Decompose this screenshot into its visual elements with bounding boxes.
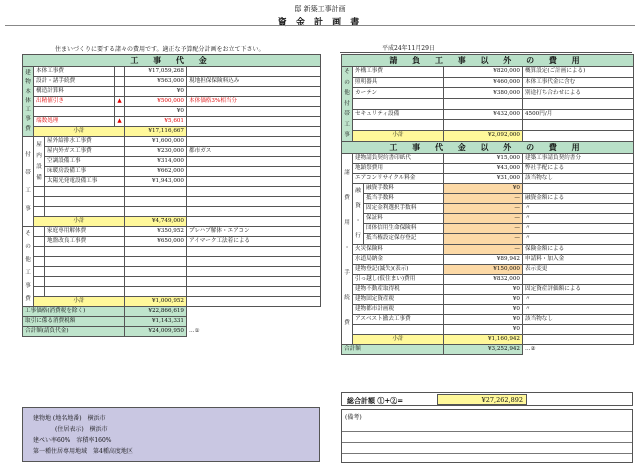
minus-mark: ▲ xyxy=(115,97,125,107)
table-row xyxy=(23,187,321,197)
item-amount: ¥0 xyxy=(444,314,523,324)
item-name: 保証料 xyxy=(364,213,444,223)
item-name: セキュリティ設備 xyxy=(353,109,444,120)
item-note: 該当物なし xyxy=(523,314,634,324)
table-row xyxy=(342,193,634,203)
item-amount: ¥0 xyxy=(444,324,523,334)
item-amount: ¥1,600,000 xyxy=(125,137,187,147)
category-label: 付 帯 工 事 xyxy=(23,137,34,227)
item-amount: ¥89,942 xyxy=(444,254,523,264)
item-note xyxy=(523,324,634,334)
item-note xyxy=(187,177,321,187)
total-row xyxy=(342,344,634,354)
total-row xyxy=(23,327,321,337)
item-name xyxy=(45,277,125,287)
table-row xyxy=(342,109,634,120)
page-title: 資 金 計 画 書 xyxy=(277,18,363,28)
item-name: 抵当権設定保存登記 xyxy=(364,234,444,244)
item-note: 〃 xyxy=(523,213,634,223)
table-row xyxy=(342,264,634,274)
item-note: 概算設定(ご計画による) xyxy=(523,67,634,78)
item-note: プレハブ解体・エアコン xyxy=(187,227,321,237)
table-row xyxy=(342,98,634,109)
site-ratio: 建ぺい率60% 容積率160% xyxy=(33,437,112,444)
subtotal-row xyxy=(23,127,321,137)
section-heading xyxy=(342,55,634,67)
item-note xyxy=(187,107,321,117)
item-note: 現地担保保険料込み xyxy=(187,77,321,87)
item-amount: — xyxy=(444,234,523,244)
minus-mark xyxy=(115,77,125,87)
item-name: 出精値引き xyxy=(34,97,115,107)
total-suffix xyxy=(187,307,321,317)
table-row xyxy=(342,203,634,213)
table-row xyxy=(342,120,634,131)
item-note xyxy=(523,120,634,131)
item-name: 照明器具 xyxy=(353,77,444,88)
item-amount: ¥662,000 xyxy=(125,167,187,177)
item-amount: ¥17,059,268 xyxy=(125,67,187,77)
item-amount: — xyxy=(444,213,523,223)
item-note xyxy=(187,197,321,207)
item-note: 融資金額による xyxy=(523,193,634,203)
table-row xyxy=(23,117,321,127)
item-note: 表示変更 xyxy=(523,264,634,274)
item-name: カーテン xyxy=(353,88,444,99)
item-amount xyxy=(444,98,523,109)
item-name: 地鎮祭費用 xyxy=(353,163,444,173)
subtotal-row xyxy=(342,334,634,344)
item-name xyxy=(45,267,125,277)
item-amount: ¥460,000 xyxy=(444,77,523,88)
item-amount: ¥150,000 xyxy=(444,264,523,274)
category-label: 諸 費 用 ・ 手 続 費 xyxy=(342,153,353,344)
subtotal-label: 小計 xyxy=(34,127,125,137)
item-amount: ¥43,000 xyxy=(444,163,523,173)
item-name: 外構工事費 xyxy=(353,67,444,78)
item-amount xyxy=(125,247,187,257)
item-name: 空調設備工事 xyxy=(45,157,125,167)
item-note xyxy=(523,183,634,193)
item-amount xyxy=(125,197,187,207)
item-amount: ¥0 xyxy=(444,294,523,304)
table-row xyxy=(23,277,321,287)
item-amount: ¥15,000 xyxy=(444,153,523,163)
item-amount: ¥350,952 xyxy=(125,227,187,237)
item-amount: — xyxy=(444,203,523,213)
subtotal-row xyxy=(342,130,634,141)
grand-total-amount: ¥27,262,892 xyxy=(437,394,527,405)
subtotal-label: 小計 xyxy=(353,334,444,344)
item-name: 本体工事費 xyxy=(34,67,115,77)
table-row xyxy=(23,107,321,117)
table-row xyxy=(23,197,321,207)
item-name xyxy=(45,187,125,197)
total-label: 合計額(請負代金) xyxy=(23,327,125,337)
total-row xyxy=(23,307,321,317)
subtotal-label: 小計 xyxy=(34,217,125,227)
item-amount: ¥230,000 xyxy=(125,147,187,157)
total-suffix: …② xyxy=(525,345,536,352)
item-note: 〃 xyxy=(523,294,634,304)
item-name: 床暖房設備工事 xyxy=(45,167,125,177)
table-row xyxy=(342,324,634,334)
remarks-label: (備考) xyxy=(345,414,362,421)
item-amount xyxy=(125,187,187,197)
table-row xyxy=(342,88,634,99)
table-row xyxy=(342,234,634,244)
item-note: 固定資産評価額による xyxy=(523,284,634,294)
total-label: 合計額 xyxy=(342,344,444,354)
item-amount: ¥0 xyxy=(125,87,187,97)
item-name: 太陽光発電設備工事 xyxy=(45,177,125,187)
item-name xyxy=(45,197,125,207)
table-row xyxy=(23,237,321,247)
total-suffix xyxy=(187,317,321,327)
item-amount xyxy=(125,267,187,277)
site-residence: (住居表示) 横浜市 xyxy=(55,426,108,433)
item-name xyxy=(353,324,444,334)
item-note: 本体工事代金に含む xyxy=(523,77,634,88)
table-row xyxy=(23,287,321,297)
item-note xyxy=(523,274,634,284)
item-name: 建物固定資産税 xyxy=(353,294,444,304)
item-amount: — xyxy=(444,244,523,254)
item-note: 都市ガス xyxy=(187,147,321,157)
table-row xyxy=(342,183,634,193)
table-row xyxy=(342,284,634,294)
item-note xyxy=(187,207,321,217)
table-row xyxy=(23,227,321,237)
total-amount: ¥1,143,331 xyxy=(125,317,187,327)
grand-total-label: 総合計額 ①+②= xyxy=(347,396,404,405)
item-note xyxy=(523,98,634,109)
item-amount xyxy=(125,207,187,217)
subtotal-amount: ¥1,160,942 xyxy=(444,334,523,344)
item-name: エアコンリサイクル料金 xyxy=(353,173,444,183)
table-row xyxy=(342,173,634,183)
grand-total-row xyxy=(341,392,633,406)
item-note xyxy=(187,67,321,77)
item-amount: ¥0 xyxy=(444,284,523,294)
item-note xyxy=(187,187,321,197)
minus-mark xyxy=(115,67,125,77)
item-note: 申請料・加入金 xyxy=(523,254,634,264)
table-row xyxy=(342,244,634,254)
subcategory-label: 屋 内 設 備 xyxy=(34,137,45,187)
item-amount: ¥0 xyxy=(444,304,523,314)
header-divider xyxy=(5,25,635,26)
section-title: 工 事 代 金 以 外 の 費 用 xyxy=(342,141,634,153)
item-amount: ¥500,000 xyxy=(125,97,187,107)
minus-mark: ▲ xyxy=(115,117,125,127)
table-row xyxy=(23,77,321,87)
item-amount xyxy=(125,277,187,287)
item-name: 建物請負契約書印紙代 xyxy=(353,153,444,163)
item-amount: ¥563,000 xyxy=(125,77,187,87)
section-title: 請 負 工 事 以 外 の 費 用 xyxy=(342,55,634,67)
total-amount: ¥22,866,619 xyxy=(125,307,187,317)
subcategory-label: 融 資 ・ 行 xyxy=(353,183,364,244)
item-name xyxy=(34,107,115,117)
item-name xyxy=(45,257,125,267)
item-name: 設計・諸手続費 xyxy=(34,77,115,87)
site-info-box xyxy=(22,407,320,462)
date: 平成24年11月29日 xyxy=(340,43,632,53)
item-name: 火災保険料 xyxy=(353,244,444,254)
item-name xyxy=(45,207,125,217)
table-row xyxy=(23,167,321,177)
other-cost-table xyxy=(341,54,634,355)
item-note xyxy=(187,277,321,287)
item-note: 本体価格3%相当分 xyxy=(187,97,321,107)
table-row xyxy=(342,304,634,314)
minus-mark xyxy=(115,107,125,117)
section-title: 工 事 代 金 xyxy=(23,55,321,67)
item-name: 地盤改良工事費 xyxy=(45,237,125,247)
section-heading xyxy=(23,55,321,67)
table-row xyxy=(23,177,321,187)
total-amount: ¥24,009,950 xyxy=(125,327,187,337)
item-note: 〃 xyxy=(523,224,634,234)
subtotal-amount: ¥1,000,952 xyxy=(125,297,187,307)
item-note xyxy=(187,247,321,257)
item-name: 端数処理 xyxy=(34,117,115,127)
item-note xyxy=(187,167,321,177)
item-name xyxy=(353,98,444,109)
construction-cost-table xyxy=(22,54,321,337)
item-note: 保険金額による xyxy=(523,244,634,254)
table-row xyxy=(23,137,321,147)
item-amount: ¥0 xyxy=(444,183,523,193)
subtotal-amount: ¥2,092,000 xyxy=(444,130,523,141)
category-label: そ の 他 付 帯 工 事 xyxy=(342,67,353,142)
item-amount: ¥820,000 xyxy=(444,67,523,78)
item-name xyxy=(353,120,444,131)
intro-text: 住まいづくりに要する諸々の費用です。適正な予算配分計画をお立て下さい。 xyxy=(55,46,265,53)
item-note: 〃 xyxy=(523,234,634,244)
table-row xyxy=(342,294,634,304)
item-amount: ¥832,000 xyxy=(444,274,523,284)
item-amount: ¥5,601 xyxy=(125,117,187,127)
total-label: 工事価格(消費税を除く) xyxy=(23,307,125,317)
total-amount: ¥3,252,942 xyxy=(444,344,523,354)
total-label: 取引に係る消費税額 xyxy=(23,317,125,327)
table-row xyxy=(23,87,321,97)
subtotal-label: 小計 xyxy=(353,130,444,141)
item-note: 4500円/月 xyxy=(523,109,634,120)
item-name: 抵当手数料 xyxy=(364,193,444,203)
item-amount: ¥314,000 xyxy=(125,157,187,167)
item-name: 水道局納金 xyxy=(353,254,444,264)
table-row xyxy=(23,147,321,157)
table-row xyxy=(23,157,321,167)
table-row xyxy=(23,267,321,277)
item-amount: — xyxy=(444,224,523,234)
item-note xyxy=(187,157,321,167)
item-note: 該当物なし xyxy=(523,173,634,183)
total-suffix: …① xyxy=(189,328,200,334)
item-note: 弊社手配による xyxy=(523,163,634,173)
item-name: 建物登記(滅失)(表示) xyxy=(353,264,444,274)
table-row xyxy=(23,67,321,77)
item-name: 引っ越し(仮住まい)費用 xyxy=(353,274,444,284)
item-note xyxy=(187,267,321,277)
item-amount: ¥380,000 xyxy=(444,88,523,99)
subtotal-row xyxy=(23,217,321,227)
subtotal-amount: ¥17,116,667 xyxy=(125,127,187,137)
item-name: 団体信用生命保険料 xyxy=(364,224,444,234)
item-name: アスベスト撤去工事費 xyxy=(353,314,444,324)
item-note xyxy=(187,117,321,127)
item-note: アイマーク工法着による xyxy=(187,237,321,247)
item-note xyxy=(187,87,321,97)
table-row xyxy=(23,97,321,107)
item-name: 屋外給排水工事費 xyxy=(45,137,125,147)
item-name: 家庭専用解体費 xyxy=(45,227,125,237)
site-address: 建物地 (地名地番) 横浜市 xyxy=(33,415,106,422)
item-name: 建物都市計画税 xyxy=(353,304,444,314)
category-label: 建 物 本 体 工 事 費 xyxy=(23,67,34,137)
item-note: 建築工事請負契約書分 xyxy=(523,153,634,163)
item-name: 構造計算料 xyxy=(34,87,115,97)
remarks-box xyxy=(341,409,633,463)
item-name: 融資手数料 xyxy=(364,183,444,193)
table-row xyxy=(23,257,321,267)
item-note xyxy=(187,257,321,267)
item-name: 建物不動産取得税 xyxy=(353,284,444,294)
item-name xyxy=(45,247,125,257)
subtotal-amount: ¥4,749,000 xyxy=(125,217,187,227)
total-row xyxy=(23,317,321,327)
table-row xyxy=(342,274,634,284)
section-heading xyxy=(342,141,634,153)
item-amount: ¥31,000 xyxy=(444,173,523,183)
table-row xyxy=(342,224,634,234)
minus-mark xyxy=(115,87,125,97)
table-row xyxy=(342,314,634,324)
table-row xyxy=(23,247,321,257)
table-row xyxy=(342,213,634,223)
category-label: そ の 他 工 事 費 xyxy=(23,227,34,307)
item-amount: ¥650,000 xyxy=(125,237,187,247)
item-name: 固定金利選択手数料 xyxy=(364,203,444,213)
item-amount: ¥0 xyxy=(125,107,187,117)
subtotal-row xyxy=(23,297,321,307)
site-zoning: 第一種住居専用地域 第4種高度地区 xyxy=(33,448,133,455)
item-amount xyxy=(125,257,187,267)
item-amount xyxy=(125,287,187,297)
table-row xyxy=(342,67,634,78)
item-amount: ¥1,943,000 xyxy=(125,177,187,187)
table-row xyxy=(342,254,634,264)
item-amount xyxy=(444,120,523,131)
item-amount: ¥432,000 xyxy=(444,109,523,120)
item-note: 〃 xyxy=(523,203,634,213)
table-row xyxy=(342,163,634,173)
project-name: 邸 新築工事計画 xyxy=(294,5,346,13)
table-row xyxy=(342,153,634,163)
item-name: 屋内外ガス工事費 xyxy=(45,147,125,157)
item-note xyxy=(187,137,321,147)
subtotal-label: 小計 xyxy=(34,297,125,307)
table-row xyxy=(23,207,321,217)
item-amount: — xyxy=(444,193,523,203)
item-note: 〃 xyxy=(523,304,634,314)
item-note xyxy=(187,287,321,297)
item-note: 別途打ち合わせによる xyxy=(523,88,634,99)
item-name xyxy=(45,287,125,297)
table-row xyxy=(342,77,634,88)
